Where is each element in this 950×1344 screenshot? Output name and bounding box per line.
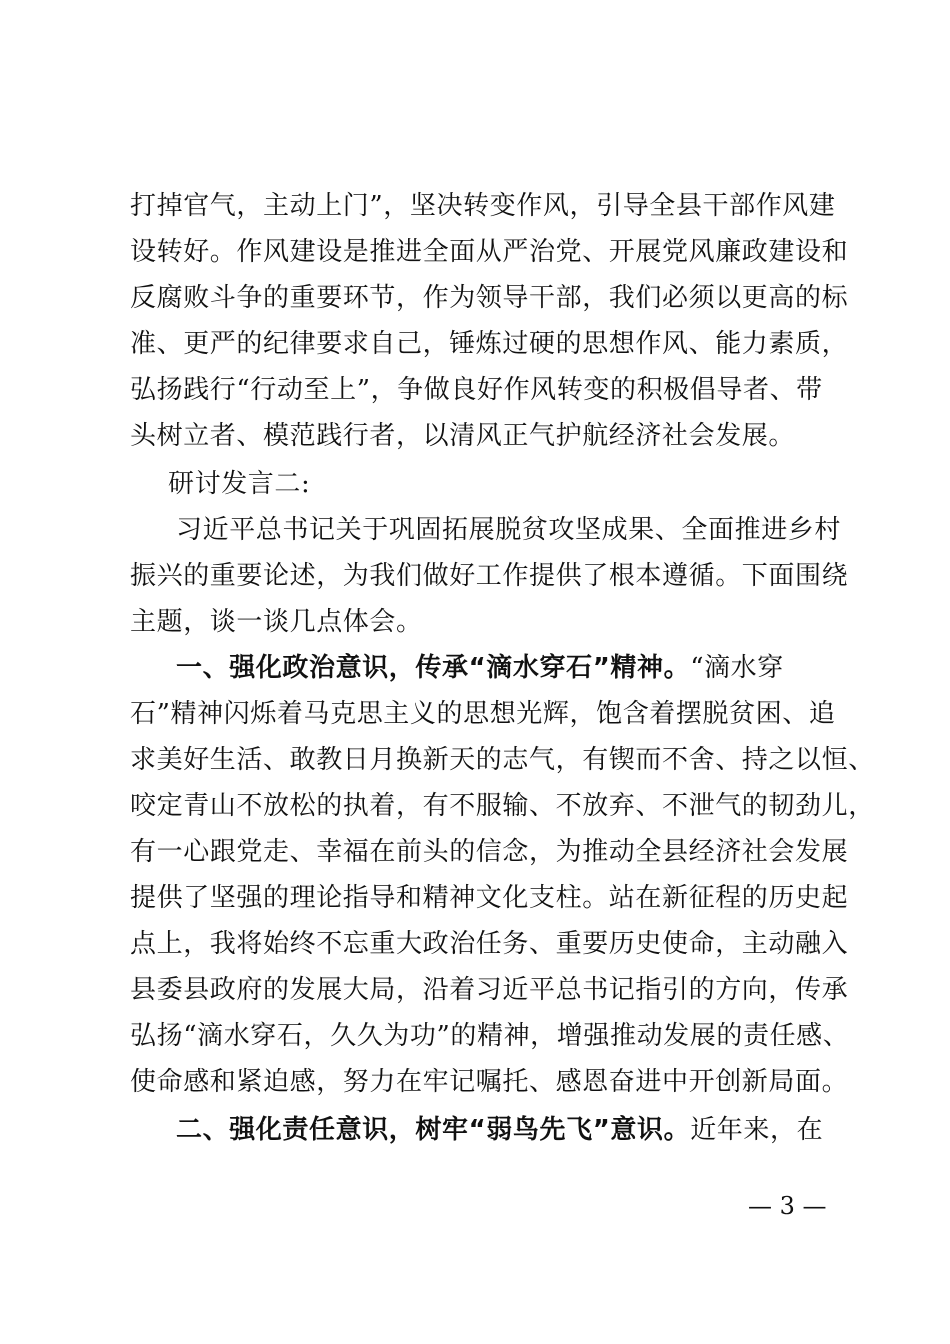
point1-line: 县委县政府的发展大局，沿着习近平总书记指引的方向，传承	[130, 975, 849, 1005]
point1-line: 求美好生活、敢教日月换新天的志气，有锲而不舍、持之以恒、	[130, 745, 875, 775]
point1-line: 提供了坚强的理论指导和精神文化支柱。站在新征程的历史起	[130, 883, 849, 913]
point1-line: 有一心跟党走、幸福在前头的信念，为推动全县经济社会发展	[130, 837, 849, 867]
point1-line: 咬定青山不放松的执着，有不服输、不放弃、不泄气的韧劲儿，	[130, 791, 875, 821]
page-number: — 3 —	[748, 1192, 827, 1220]
intro-line: 主题，谈一谈几点体会。	[130, 607, 423, 637]
point1-line: 弘扬“滴水穿石，久久为功”的精神，增强推动发展的责任感、	[130, 1021, 850, 1051]
paragraph-line: 打掉官气，主动上门”，坚决转变作风，引导全县干部作风建	[130, 191, 836, 221]
paragraph-line: 准、更严的纪律要求自己，锤炼过硬的思想作风、能力素质，	[130, 329, 849, 359]
point2-first-line	[176, 1110, 823, 1150]
paragraph-line: 反腐败斗争的重要环节，作为领导干部，我们必须以更高的标	[130, 283, 849, 313]
point1-line: 石”精神闪烁着马克思主义的思想光辉，饱含着摆脱贫困、追	[130, 699, 836, 729]
paragraph-line: 弘扬践行“行动至上”，争做良好作风转变的积极倡导者、带	[130, 375, 823, 405]
paragraph-line: 头树立者、模范践行者，以清风正气护航经济社会发展。	[130, 421, 796, 451]
point1-first-line-rest: “滴水穿	[690, 653, 784, 683]
point2-title: 二、强化责任意识，树牢“弱鸟先飞”意识。	[176, 1115, 691, 1145]
point1-line: 使命感和紧迫感，努力在牢记嘱托、感恩奋进中开创新局面。	[130, 1067, 849, 1097]
intro-line: 振兴的重要论述，为我们做好工作提供了根本遵循。下面围绕	[130, 561, 849, 591]
point1-title: 一、强化政治意识，传承“滴水穿石”精神。	[176, 653, 691, 683]
point1-line: 点上，我将始终不忘重大政治任务、重要历史使命，主动融入	[130, 929, 849, 959]
point2-first-line-rest: 近年来，在	[690, 1115, 824, 1145]
section-heading: 研讨发言二:	[168, 469, 311, 499]
point1-first-line	[176, 648, 784, 688]
intro-line: 习近平总书记关于巩固拓展脱贫攻坚成果、全面推进乡村	[176, 515, 842, 545]
paragraph-line: 设转好。作风建设是推进全面从严治党、开展党风廉政建设和	[130, 237, 849, 267]
